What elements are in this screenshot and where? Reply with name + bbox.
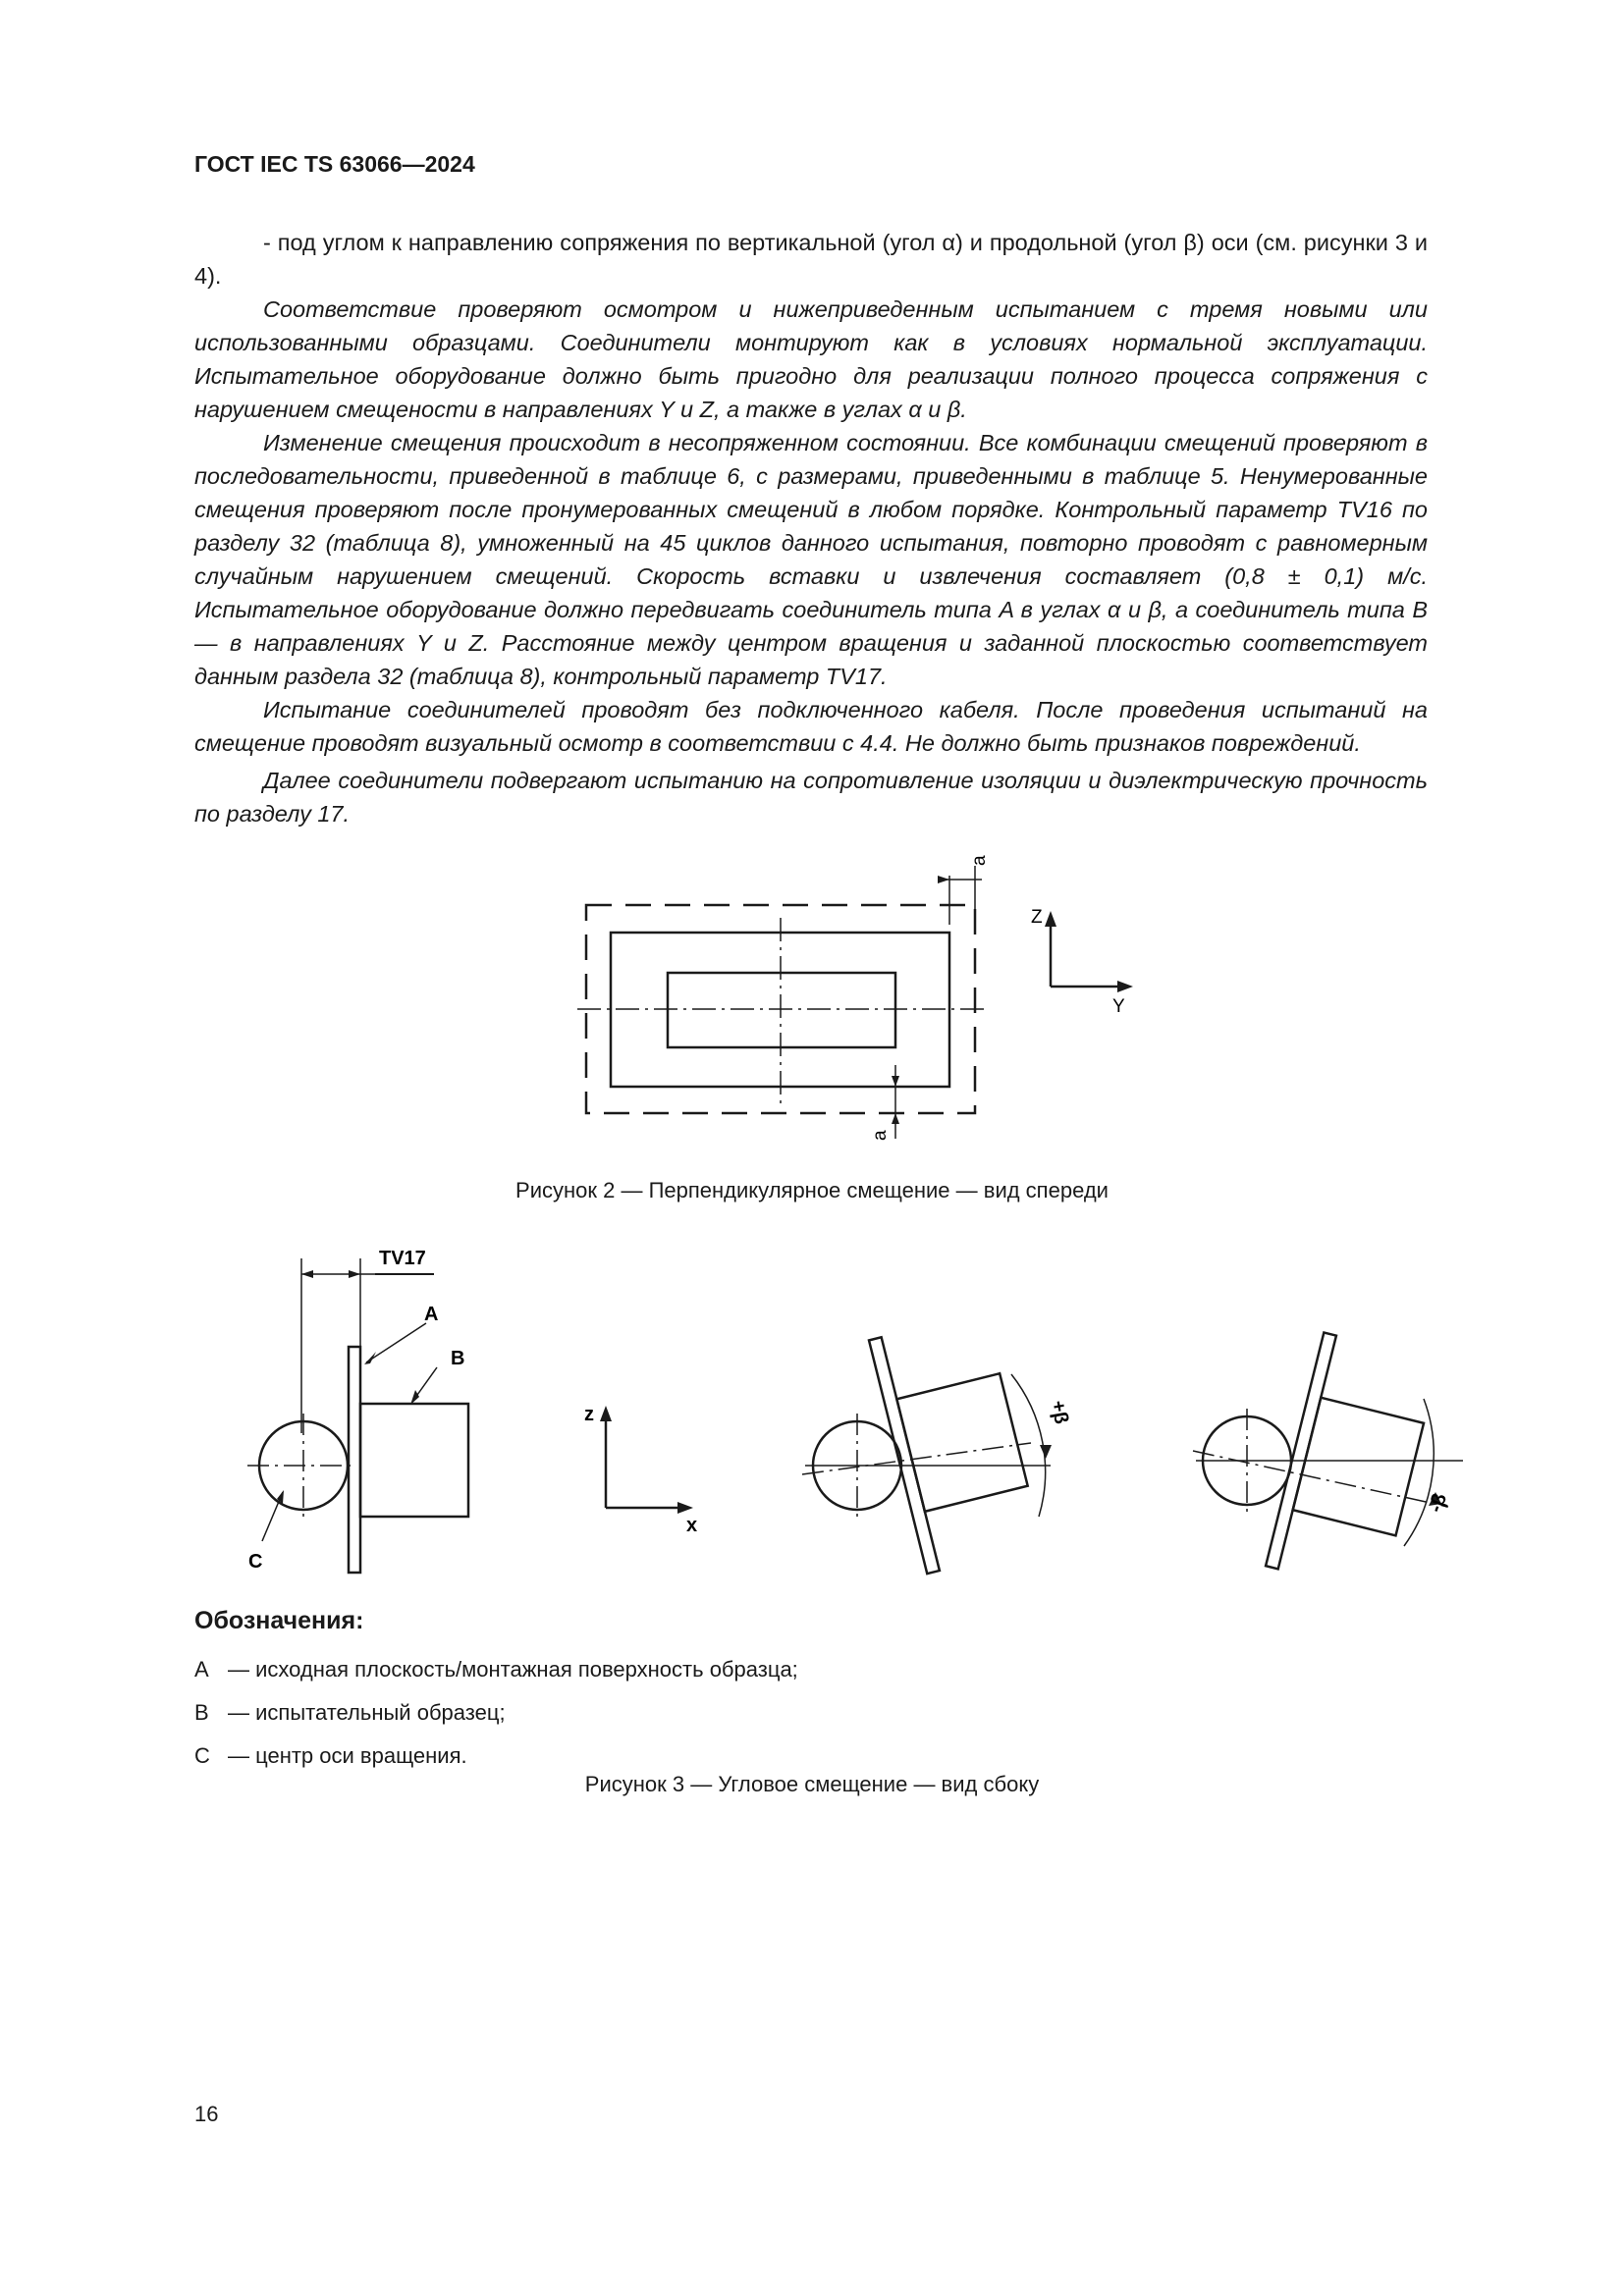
legend-key: B [194,1700,209,1725]
specimen-plus-beta [896,1373,1027,1512]
page-number: 16 [194,2102,219,2126]
connector-inner [668,973,895,1047]
axis-z-label: z [584,1404,594,1425]
label-b: B [451,1348,465,1369]
figure-3-caption: Рисунок 3 — Угловое смещение — вид сбоку [584,1772,1040,1796]
label-plus-beta: +β [1047,1399,1072,1426]
figure-3-angular-offset [226,1227,1502,1600]
label-a-top: a [969,855,990,866]
plate-minus-beta [1266,1332,1336,1569]
plate-plus-beta [869,1337,940,1574]
label-a-bottom: a [870,1130,891,1141]
figure-2-perpendicular-offset [569,854,1159,1148]
label-minus-beta: -β [1425,1490,1452,1516]
legend-text: — испытательный образец; [228,1700,506,1725]
reference-plane-a [349,1347,360,1573]
test-specimen-b [360,1404,468,1517]
paragraph-offset-change: Изменение смещения происходит в несопряженном состоянии. Все комбинации смещений проверяют в последовательности, приведенной в таблице 6, с размерами, приведенными в таблице 5. Ненумерованные смещения проверяют после пронумерованных смещений в любом порядке. Контрольный параметр TV16 по разделу 32 (таблица 8), умноженный на 45 циклов данного испытания, повторно проводят с равномерным случайным нарушением смещений. Скорость вставки и извлечения составляет (0,8 ± 0,1) м/с. Испытательное оборудование должно передвигать соединитель типа A в углах α и β, а соединитель типа B — в направлениях Y и Z. Расстояние между центром вращения и заданной плоскостью соответствует данным раздела 32 (таблица 8), контрольный параметр TV17. [194,430,1428,689]
figure-2-caption: Рисунок 2 — Перпендикулярное смещение — вид спереди [515,1178,1109,1202]
specimen-minus-beta [1293,1398,1424,1536]
axis-x-label: x [686,1515,698,1536]
legend-key: C [194,1743,210,1768]
document-header: ГОСТ IEC TS 63066—2024 [194,151,475,177]
legend-key: A [194,1657,209,1682]
label-a: A [424,1304,439,1325]
axis-y-label: Y [1112,996,1125,1017]
legend-list [194,1657,798,1787]
paragraph-visual-inspection: Испытание соединителей проводят без подключенного кабеля. После проведения испытаний на смещение проводят визуальный осмотр в соответствии с 4.4. Не должно быть признаков повреждений. [194,697,1428,756]
legend-text: — центр оси вращения. [228,1743,467,1768]
paragraph-list-item: - под углом к направлению сопряжения по вертикальной (угол α) и продольной (угол β) оси (см. рисунки 3 и 4). [194,230,1428,289]
axis-z-label: Z [1031,907,1043,928]
body-text [194,226,1428,830]
label-tv17: TV17 [379,1248,426,1269]
legend-item [194,1657,798,1700]
legend-title: Обозначения: [194,1607,364,1634]
label-c: C [248,1551,263,1573]
paragraph-insulation-test: Далее соединители подвергают испытанию на сопротивление изоляции и диэлектрическую прочность по разделу 17. [194,768,1428,827]
paragraph-compliance: Соответствие проверяют осмотром и нижеприведенным испытанием с тремя новыми или использованными образцами. Соединители монтируют как в условиях нормальной эксплуатации. Испытательное оборудование должно быть пригодно для реализации полного процесса сопряжения с нарушением смещености в направлениях Y и Z, а также в углах α и β. [194,296,1428,422]
legend-text: — исходная плоскость/монтажная поверхность образца; [228,1657,798,1682]
legend-item [194,1700,798,1743]
